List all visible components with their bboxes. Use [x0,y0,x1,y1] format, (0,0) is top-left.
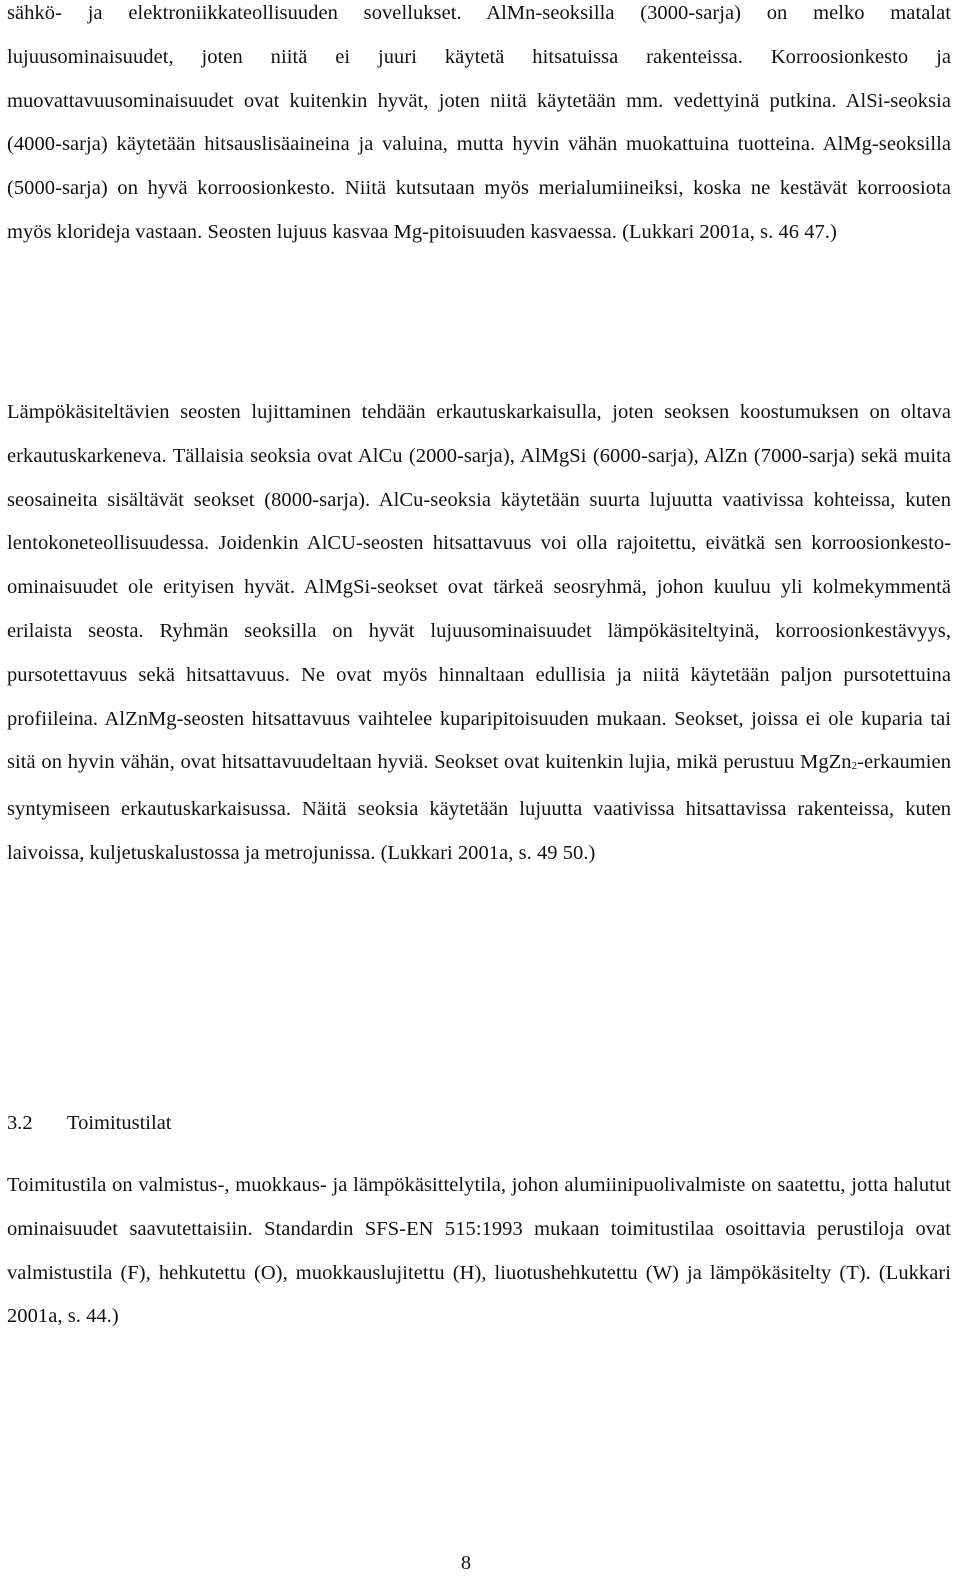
paragraph-text: Toimitustila on valmistus-, muokkaus- ja lämpökäsittelytila, johon alumiinipuolivalmiste on saatettu, jotta halutut ominaisuudet saavutettaisiin. Standardin SFS-EN 515:1993 mukaan toimitustilaa osoittavia perustiloja ovat valmistustila (F), hehkutettu (O), muokkauslujitettu (H), liuotushehkutettu (W) ja lämpökäsitelty (T). (Lukkari 2001a, s. 44.) [7,1174,951,1328]
paragraph-text: -erkaumien syntymiseen erkautuskarkaisussa. Näitä seoksia käytetään lujuutta vaativissa hitsattavissa rakenteissa, kuten laivoissa, kuljetuskalustossa ja metrojunissa. (Lukkari 2001a, s. 49 50.) [7,751,951,864]
subscript-text: 2 [851,760,858,773]
page-number: 8 [460,1552,472,1574]
body-paragraph-1 [7,0,951,255]
section-heading [7,1108,171,1138]
section-number: 3.2 [7,1112,33,1134]
paragraph-text: sähkö- ja elektroniikkateollisuuden sovellukset. AlMn-seoksilla (3000-sarja) on melko matalat lujuusominaisuudet, joten niitä ei juuri käytetä hitsatuissa rakenteissa. Korroosionkesto ja muovattavuusominaisuudet ovat kuitenkin hyvät, joten niitä käytetään mm. vedettyinä putkina. AlSi-seoksia (4000-sarja) käytetään hitsauslisäaineina ja valuina, mutta hyvin vähän muokattuina tuotteina. AlMg-seoksilla (5000-sarja) on hyvä korroosionkesto. Niitä kutsutaan myös merialumiineiksi, koska ne kestävät korroosiota myös klorideja vastaan. Seosten lujuus kasvaa Mg-pitoisuuden kasvaessa. (Lukkari 2001a, s. 46 47.) [7,2,951,243]
paragraph-text: Lämpökäsiteltävien seosten lujittaminen tehdään erkautuskarkaisulla, joten seoksen koostumuksen on oltava erkautuskarkeneva. Tällaisia seoksia ovat AlCu (2000-sarja), AlMgSi (6000-sarja), AlZn (7000-sarja) sekä muita seosaineita sisältävät seokset (8000-sarja). AlCu-seoksia käytetään suurta lujuutta vaativissa kohteissa, kuten lentokoneteollisuudessa. Joidenkin AlCU-seosten hitsattavuus voi olla rajoitettu, eivätkä sen korroosionkesto-ominaisuudet ole erityisen hyvät. AlMgSi-seokset ovat tärkeä seosryhmä, johon kuuluu yli kolmekymmentä erilaista seosta. Ryhmän seoksilla on hyvät lujuusominaisuudet lämpökäsiteltyinä, korroosionkestävyys, pursotettavuus sekä hitsattavuus. Ne ovat myös hinnaltaan edullisia ja niitä käytetään paljon pursotettuina profiileina. AlZnMg-seosten hitsattavuus vaihtelee kuparipitoisuuden mukaan. Seokset, joissa ei ole kuparia tai sitä on hyvin vähän, ovat hitsattavuudeltaan hyviä. Seokset ovat kuitenkin lujia, mikä perustuu MgZn [7,401,951,774]
body-paragraph-2 [7,391,951,876]
body-paragraph-3 [7,1164,951,1339]
section-title: Toimitustilat [67,1112,172,1134]
